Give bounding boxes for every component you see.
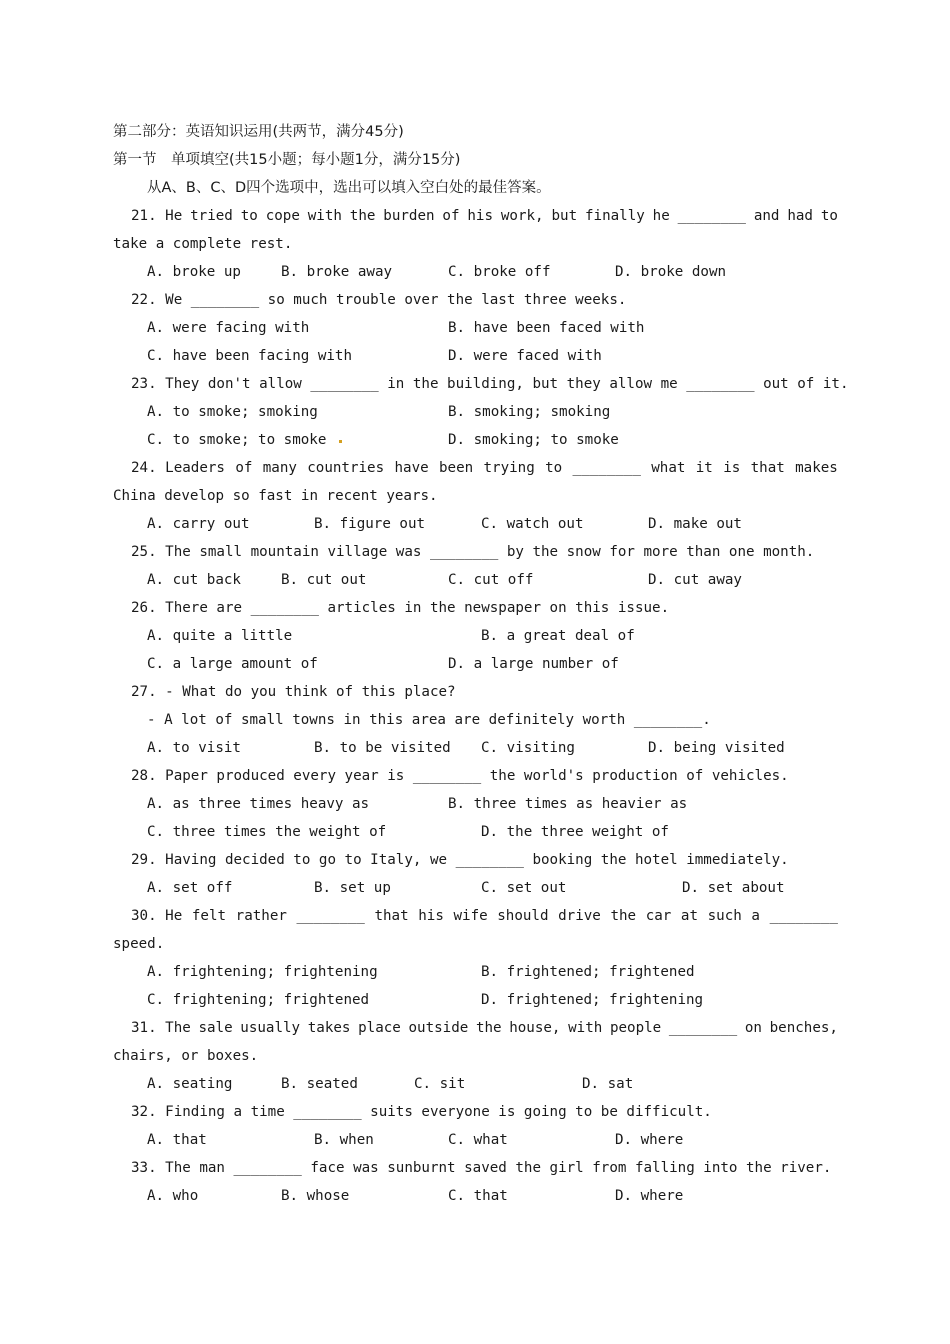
option-a[interactable]: A. seating (147, 1076, 233, 1092)
question-text: We ________ so much trouble over the last three weeks. (165, 292, 627, 308)
option-c[interactable]: C. three times the weight of (147, 824, 387, 840)
option-d[interactable]: D. being visited (648, 740, 785, 756)
question-stem (131, 206, 838, 226)
option-b[interactable]: B. cut out (281, 572, 367, 588)
question-number: 21. (131, 208, 157, 224)
option-b[interactable]: B. broke away (281, 264, 393, 280)
question-number: 28. (131, 768, 157, 784)
option-a[interactable]: A. quite a little (147, 628, 293, 644)
option-c[interactable]: C. sit (414, 1076, 466, 1092)
option-c[interactable]: C. set out (481, 880, 567, 896)
question-text: The man ________ face was sunburnt saved the girl from falling into the river. (165, 1160, 832, 1176)
question-number: 25. (131, 544, 157, 560)
question-text-continued: - A lot of small towns in this area are definitely worth ________. (147, 712, 711, 728)
option-b[interactable]: B. three times as heavier as (448, 796, 688, 812)
option-b[interactable]: B. smoking; smoking (448, 404, 611, 420)
question-stem (131, 906, 838, 926)
section-title: 第一节 单项填空(共15小题；每小题1分，满分15分) (113, 152, 461, 168)
option-c[interactable]: C. frightening; frightened (147, 992, 370, 1008)
question-stem (131, 766, 856, 786)
question-text: There are ________ articles in the newspaper on this issue. (165, 600, 670, 616)
option-a[interactable]: A. carry out (147, 516, 250, 532)
question-number: 30. (131, 908, 157, 924)
option-a[interactable]: A. were facing with (147, 320, 310, 336)
question-number: 27. (131, 684, 157, 700)
question-text: Finding a time ________ suits everyone is going to be difficult. (165, 1104, 712, 1120)
part-title: 第二部分：英语知识运用(共两节，满分45分) (113, 124, 404, 140)
option-c[interactable]: C. cut off (448, 572, 534, 588)
question-stem (131, 1102, 856, 1122)
option-d[interactable]: D. cut away (648, 572, 742, 588)
option-b[interactable]: B. frightened; frightened (481, 964, 695, 980)
option-d[interactable]: D. were faced with (448, 348, 602, 364)
option-c[interactable]: C. to smoke; to smoke (147, 432, 327, 448)
question-stem (131, 458, 838, 478)
option-a[interactable]: A. frightening; frightening (147, 964, 378, 980)
option-a[interactable]: A. broke up (147, 264, 241, 280)
question-stem (131, 290, 856, 310)
question-text-continued: take a complete rest. (113, 236, 293, 252)
question-number: 29. (131, 852, 157, 868)
option-d[interactable]: D. where (615, 1132, 684, 1148)
question-text: The sale usually takes place outside the house, with people ________ on benches, (165, 1020, 838, 1036)
question-text-continued: China develop so fast in recent years. (113, 488, 438, 504)
option-d[interactable]: D. set about (682, 880, 785, 896)
option-b[interactable]: B. have been faced with (448, 320, 645, 336)
instruction: 从A、B、C、D四个选项中，选出可以填入空白处的最佳答案。 (147, 180, 551, 196)
question-text: Having decided to go to Italy, we ________ booking the hotel immediately. (165, 852, 789, 868)
question-text: The small mountain village was ________ by the snow for more than one month. (165, 544, 815, 560)
question-stem (131, 374, 856, 394)
option-c[interactable]: C. that (448, 1188, 508, 1204)
question-stem (131, 1018, 838, 1038)
question-stem (131, 542, 856, 562)
question-stem (131, 1158, 856, 1178)
option-b[interactable]: B. when (314, 1132, 374, 1148)
question-text: Paper produced every year is ________ the world's production of vehicles. (165, 768, 789, 784)
option-d[interactable]: D. broke down (615, 264, 727, 280)
option-a[interactable]: A. who (147, 1188, 199, 1204)
question-number: 33. (131, 1160, 157, 1176)
option-a[interactable]: A. that (147, 1132, 207, 1148)
question-number: 31. (131, 1020, 157, 1036)
question-text-continued: speed. (113, 936, 165, 952)
option-c[interactable]: C. broke off (448, 264, 551, 280)
option-d[interactable]: D. a large number of (448, 656, 619, 672)
question-number: 22. (131, 292, 157, 308)
option-b[interactable]: B. seated (281, 1076, 358, 1092)
option-b[interactable]: B. whose (281, 1188, 350, 1204)
option-a[interactable]: A. cut back (147, 572, 241, 588)
option-b[interactable]: B. figure out (314, 516, 426, 532)
question-number: 23. (131, 376, 157, 392)
option-d[interactable]: D. the three weight of (481, 824, 669, 840)
option-c[interactable]: C. a large amount of (147, 656, 318, 672)
question-stem (131, 682, 856, 702)
option-b[interactable]: B. a great deal of (481, 628, 635, 644)
option-d[interactable]: D. frightened; frightening (481, 992, 704, 1008)
question-stem (131, 850, 856, 870)
option-a[interactable]: A. as three times heavy as (147, 796, 370, 812)
question-text: He tried to cope with the burden of his work, but finally he ________ and had to (165, 208, 838, 224)
option-d[interactable]: D. where (615, 1188, 684, 1204)
option-d[interactable]: D. sat (582, 1076, 634, 1092)
question-text: He felt rather ________ that his wife should drive the car at such a ________ (165, 908, 838, 924)
option-a[interactable]: A. set off (147, 880, 233, 896)
option-c[interactable]: C. have been facing with (147, 348, 352, 364)
option-c[interactable]: C. what (448, 1132, 508, 1148)
option-a[interactable]: A. to smoke; smoking (147, 404, 318, 420)
stray-mark (339, 440, 342, 443)
question-text: They don't allow ________ in the building, but they allow me ________ out of it. (165, 376, 849, 392)
option-d[interactable]: D. make out (648, 516, 742, 532)
option-a[interactable]: A. to visit (147, 740, 241, 756)
question-text: Leaders of many countries have been trying to ________ what it is that makes (165, 460, 838, 476)
question-stem (131, 598, 856, 618)
option-d[interactable]: D. smoking; to smoke (448, 432, 619, 448)
option-b[interactable]: B. set up (314, 880, 391, 896)
option-c[interactable]: C. visiting (481, 740, 575, 756)
question-text: - What do you think of this place? (165, 684, 456, 700)
question-number: 24. (131, 460, 157, 476)
option-b[interactable]: B. to be visited (314, 740, 451, 756)
question-number: 32. (131, 1104, 157, 1120)
question-number: 26. (131, 600, 157, 616)
question-text-continued: chairs, or boxes. (113, 1048, 259, 1064)
option-c[interactable]: C. watch out (481, 516, 584, 532)
